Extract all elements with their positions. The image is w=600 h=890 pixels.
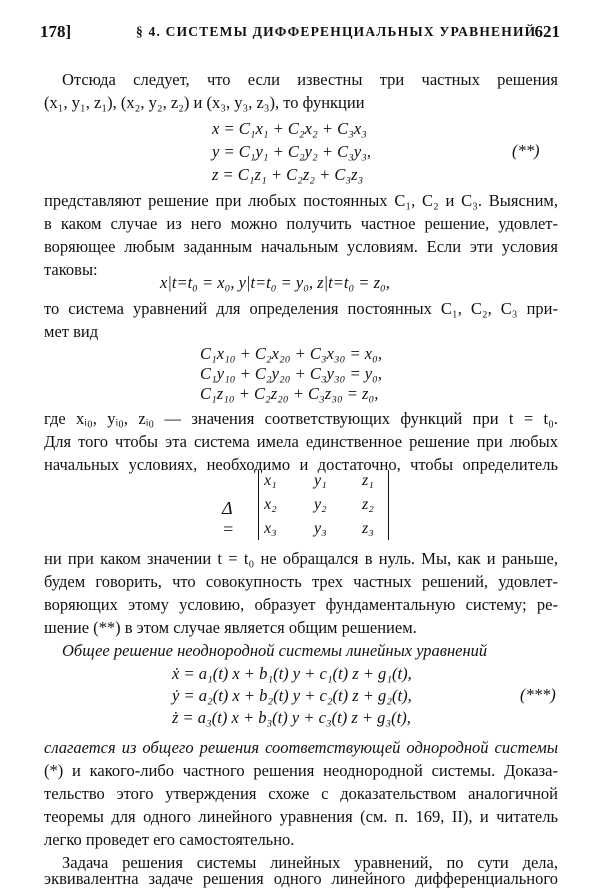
- determinant-cell: x₃: [264, 520, 277, 537]
- determinant-left-bar: [258, 470, 259, 540]
- text-line: шение (**) в этом случае является общим решением.: [44, 618, 417, 637]
- text-line: эквивалентна задаче решения одного линейного дифференциального: [44, 869, 558, 888]
- text-line: легко проведет его самостоятельно.: [44, 830, 295, 849]
- equation-line: ẋ = a₁(t) x + b₁(t) y + c₁(t) z + g₁(t),: [172, 664, 412, 683]
- determinant-label: Δ =: [222, 498, 235, 539]
- determinant-right-bar: [388, 470, 389, 540]
- determinant-cell: z₃: [362, 520, 374, 537]
- equation-tag: (***): [520, 685, 556, 704]
- text-line: мет вид: [44, 322, 99, 341]
- text-line: Задача решения системы линейных уравнений, по сути дела,: [62, 853, 558, 872]
- text-line: (x₁, y₁, z₁), (x₂, y₂, z₂) и (x₃, y₃, z₃), то функции: [44, 93, 365, 112]
- equation-line: z = C₁z₁ + C₂z₂ + C₃z₃: [212, 165, 364, 184]
- equation-line: ẏ = a₂(t) x + b₂(t) y + c₂(t) z + g₂(t),: [172, 686, 412, 705]
- equation-line: x|t=t₀ = x₀, y|t=t₀ = y₀, z|t=t₀ = z₀,: [160, 273, 390, 292]
- equation-line: C₁x₁₀ + C₂x₂₀ + C₃x₃₀ = x₀,: [200, 344, 382, 363]
- equation-line: C₁y₁₀ + C₂y₂₀ + C₃y₃₀ = y₀,: [200, 364, 382, 383]
- chapter-title: § 4. СИСТЕМЫ ДИФФЕРЕНЦИАЛЬНЫХ УРАВНЕНИЙ: [136, 24, 537, 39]
- text-line: тельство этого утверждения схоже с доказательством аналогичной: [44, 784, 558, 803]
- text-line: таковы:: [44, 260, 98, 279]
- text-line: то система уравнений для определения постоянных C₁, C₂, C₃ при-: [44, 299, 558, 318]
- text-line: Отсюда следует, что если известны три частных решения: [62, 70, 558, 89]
- determinant-cell: y₃: [314, 520, 327, 537]
- text-line: Для того чтобы эта система имела единственное решение при любых: [44, 432, 558, 451]
- determinant-cell: x₁: [264, 472, 277, 489]
- determinant-cell: y₂: [314, 496, 327, 513]
- text-line: ни при каком значении t = t₀ не обращался в нуль. Мы, как и раньше,: [44, 549, 558, 568]
- text-line: (*) и какого-либо частного решения неоднородной системы. Доказа-: [44, 761, 558, 780]
- text-line: воряющих этому условию, образует фундаментальную систему; ре-: [44, 595, 558, 614]
- text-line: начальных условиях, необходимо и достаточно, чтобы определитель: [44, 455, 558, 474]
- page-number: 621: [534, 22, 560, 41]
- text-line: в каком случае из него можно получить частное решение, удовлет-: [44, 214, 558, 233]
- text-line: воряющее любым заданным начальным условиям. Если эти условия: [44, 237, 558, 256]
- determinant-cell: y₁: [314, 472, 327, 489]
- equation-line: C₁z₁₀ + C₂z₂₀ + C₃z₃₀ = z₀,: [200, 384, 379, 403]
- equation-tag: (**): [512, 141, 540, 160]
- text-line: где xᵢ₀, yᵢ₀, zᵢ₀ — значения соответствующих функций при t = t₀.: [44, 409, 558, 428]
- equation-line: x = C₁x₁ + C₂x₂ + C₃x₃: [212, 119, 367, 138]
- italic-line: Общее решение неоднородной системы линейных уравнений: [62, 641, 488, 660]
- text-line: будем говорить, что совокупность трех частных решений, удовлет-: [44, 572, 558, 591]
- equation-line: ż = a₃(t) x + b₃(t) y + c₃(t) z + g₃(t),: [172, 708, 411, 727]
- equation-line: y = C₁y₁ + C₂y₂ + C₃y₃,: [212, 142, 372, 161]
- text-line: представляют решение при любых постоянных C₁, C₂ и C₃. Выясним,: [44, 191, 558, 210]
- determinant-cell: z₂: [362, 496, 374, 513]
- section-ref: 178]: [40, 22, 72, 41]
- determinant-cell: x₂: [264, 496, 277, 513]
- running-header: [40, 22, 560, 46]
- italic-line: слагается из общего решения соответствующей однородной системы: [44, 738, 558, 757]
- text-line: теоремы для одного линейного уравнения (см. п. 169, II), и читатель: [44, 807, 558, 826]
- determinant-cell: z₁: [362, 472, 374, 489]
